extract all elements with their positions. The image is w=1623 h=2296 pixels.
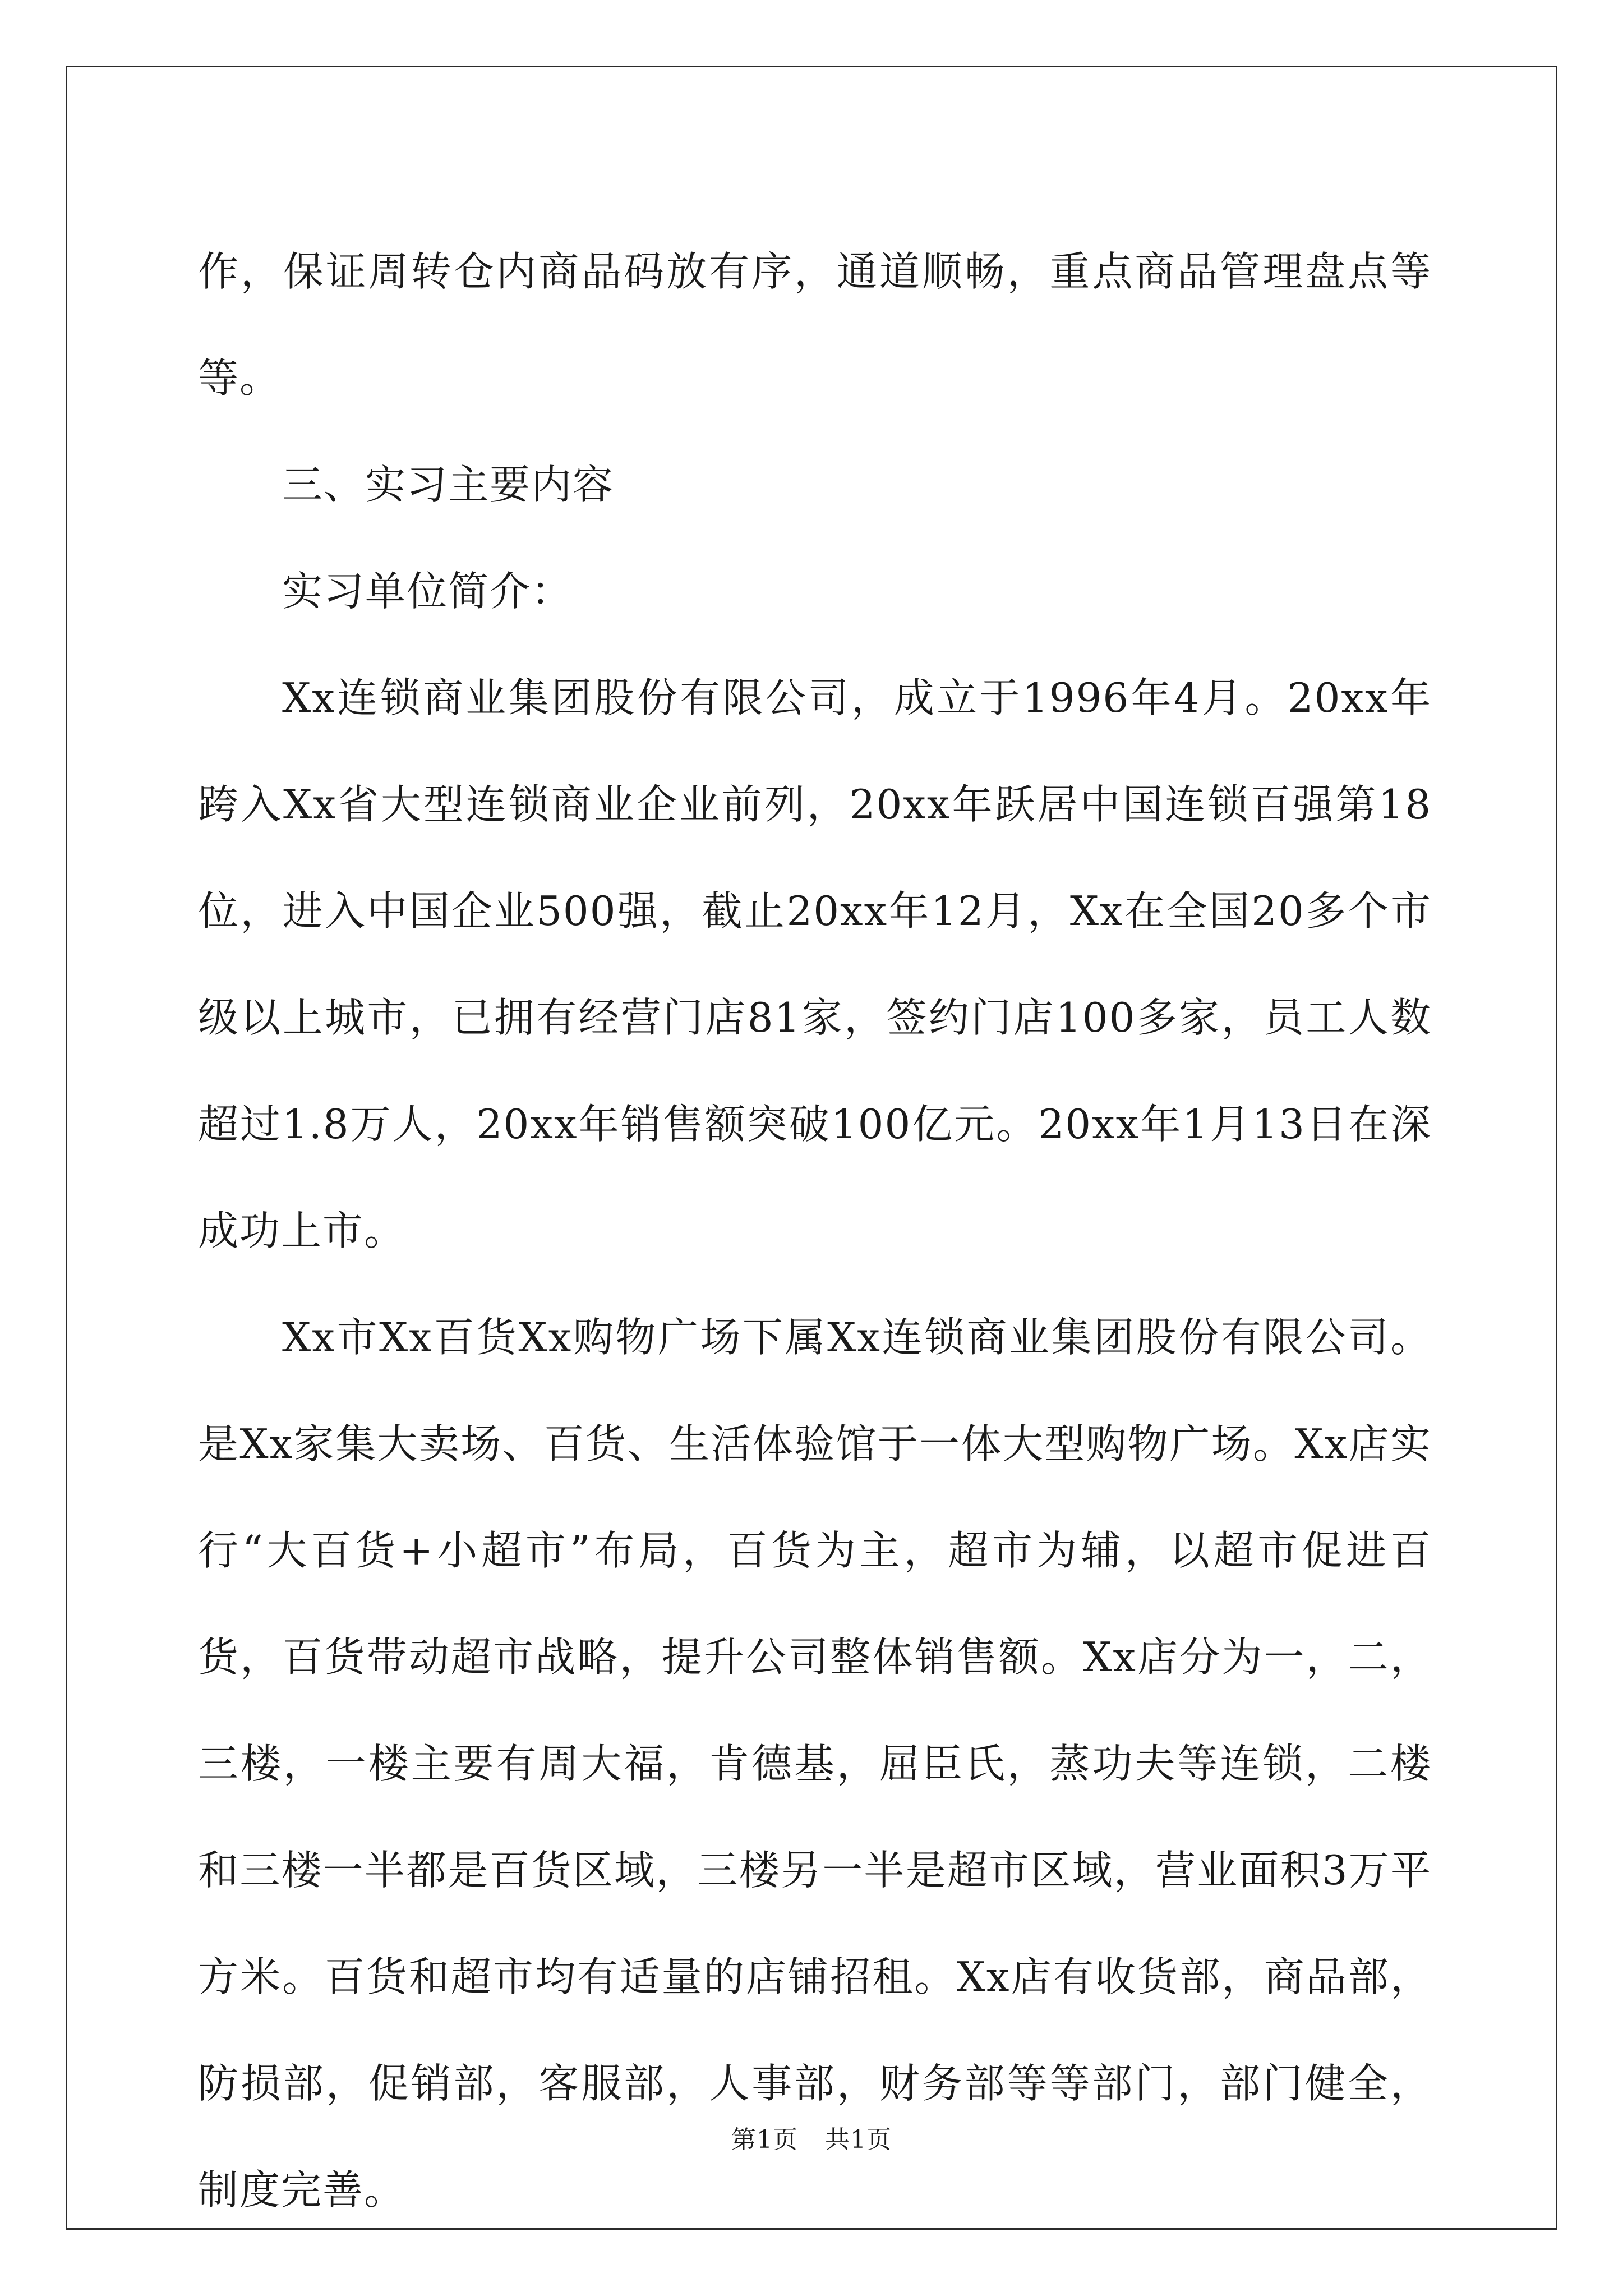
subsection-heading: 实习单位简介： [282, 568, 573, 615]
paragraph-company-intro: Xx连锁商业集团股份有限公司，成立于1996年4月。20xx年跨入Xx省大型连锁商业企业前列，20xx年跃居中国连锁百强第18位，进入中国企业500强，截止20xx年12月，Xx在全国20多个市级以上城市，已拥有经营门店81家，签约门店100多家，员工人数超过1.8万人，20xx年销售额突破100亿元。20xx年1月13日在深成功上市。 [198, 674, 1432, 1254]
page-number: 第1页 [731, 2125, 798, 2154]
document-body [198, 218, 1432, 2243]
paragraph-store-intro: Xx市Xx百货Xx购物广场下属Xx连锁商业集团股份有限公司。是Xx家集大卖场、百货、生活体验馆于一体大型购物广场。Xx店实行“大百货+小超市”布局，百货为主，超市为辅，以超市促进百货，百货带动超市战略，提升公司整体销售额。Xx店分为一，二，三楼，一楼主要有周大福，肯德基，屈臣氏，蒸功夫等连锁，二楼和三楼一半都是百货区域，三楼另一半是超市区域，营业面积3万平方米。百货和超市均有适量的店铺招租。Xx店有收货部，商品部，防损部，促销部，客服部，人事部，财务部等等部门，部门健全，制度完善。 [198, 1314, 1432, 2214]
paragraph-continuation: 作，保证周转仓内商品码放有序，通道顺畅，重点商品管理盘点等等。 [198, 248, 1432, 402]
page-total: 共1页 [825, 2125, 892, 2154]
section-heading: 三、实习主要内容 [282, 461, 615, 508]
page-footer [0, 2119, 1623, 2155]
